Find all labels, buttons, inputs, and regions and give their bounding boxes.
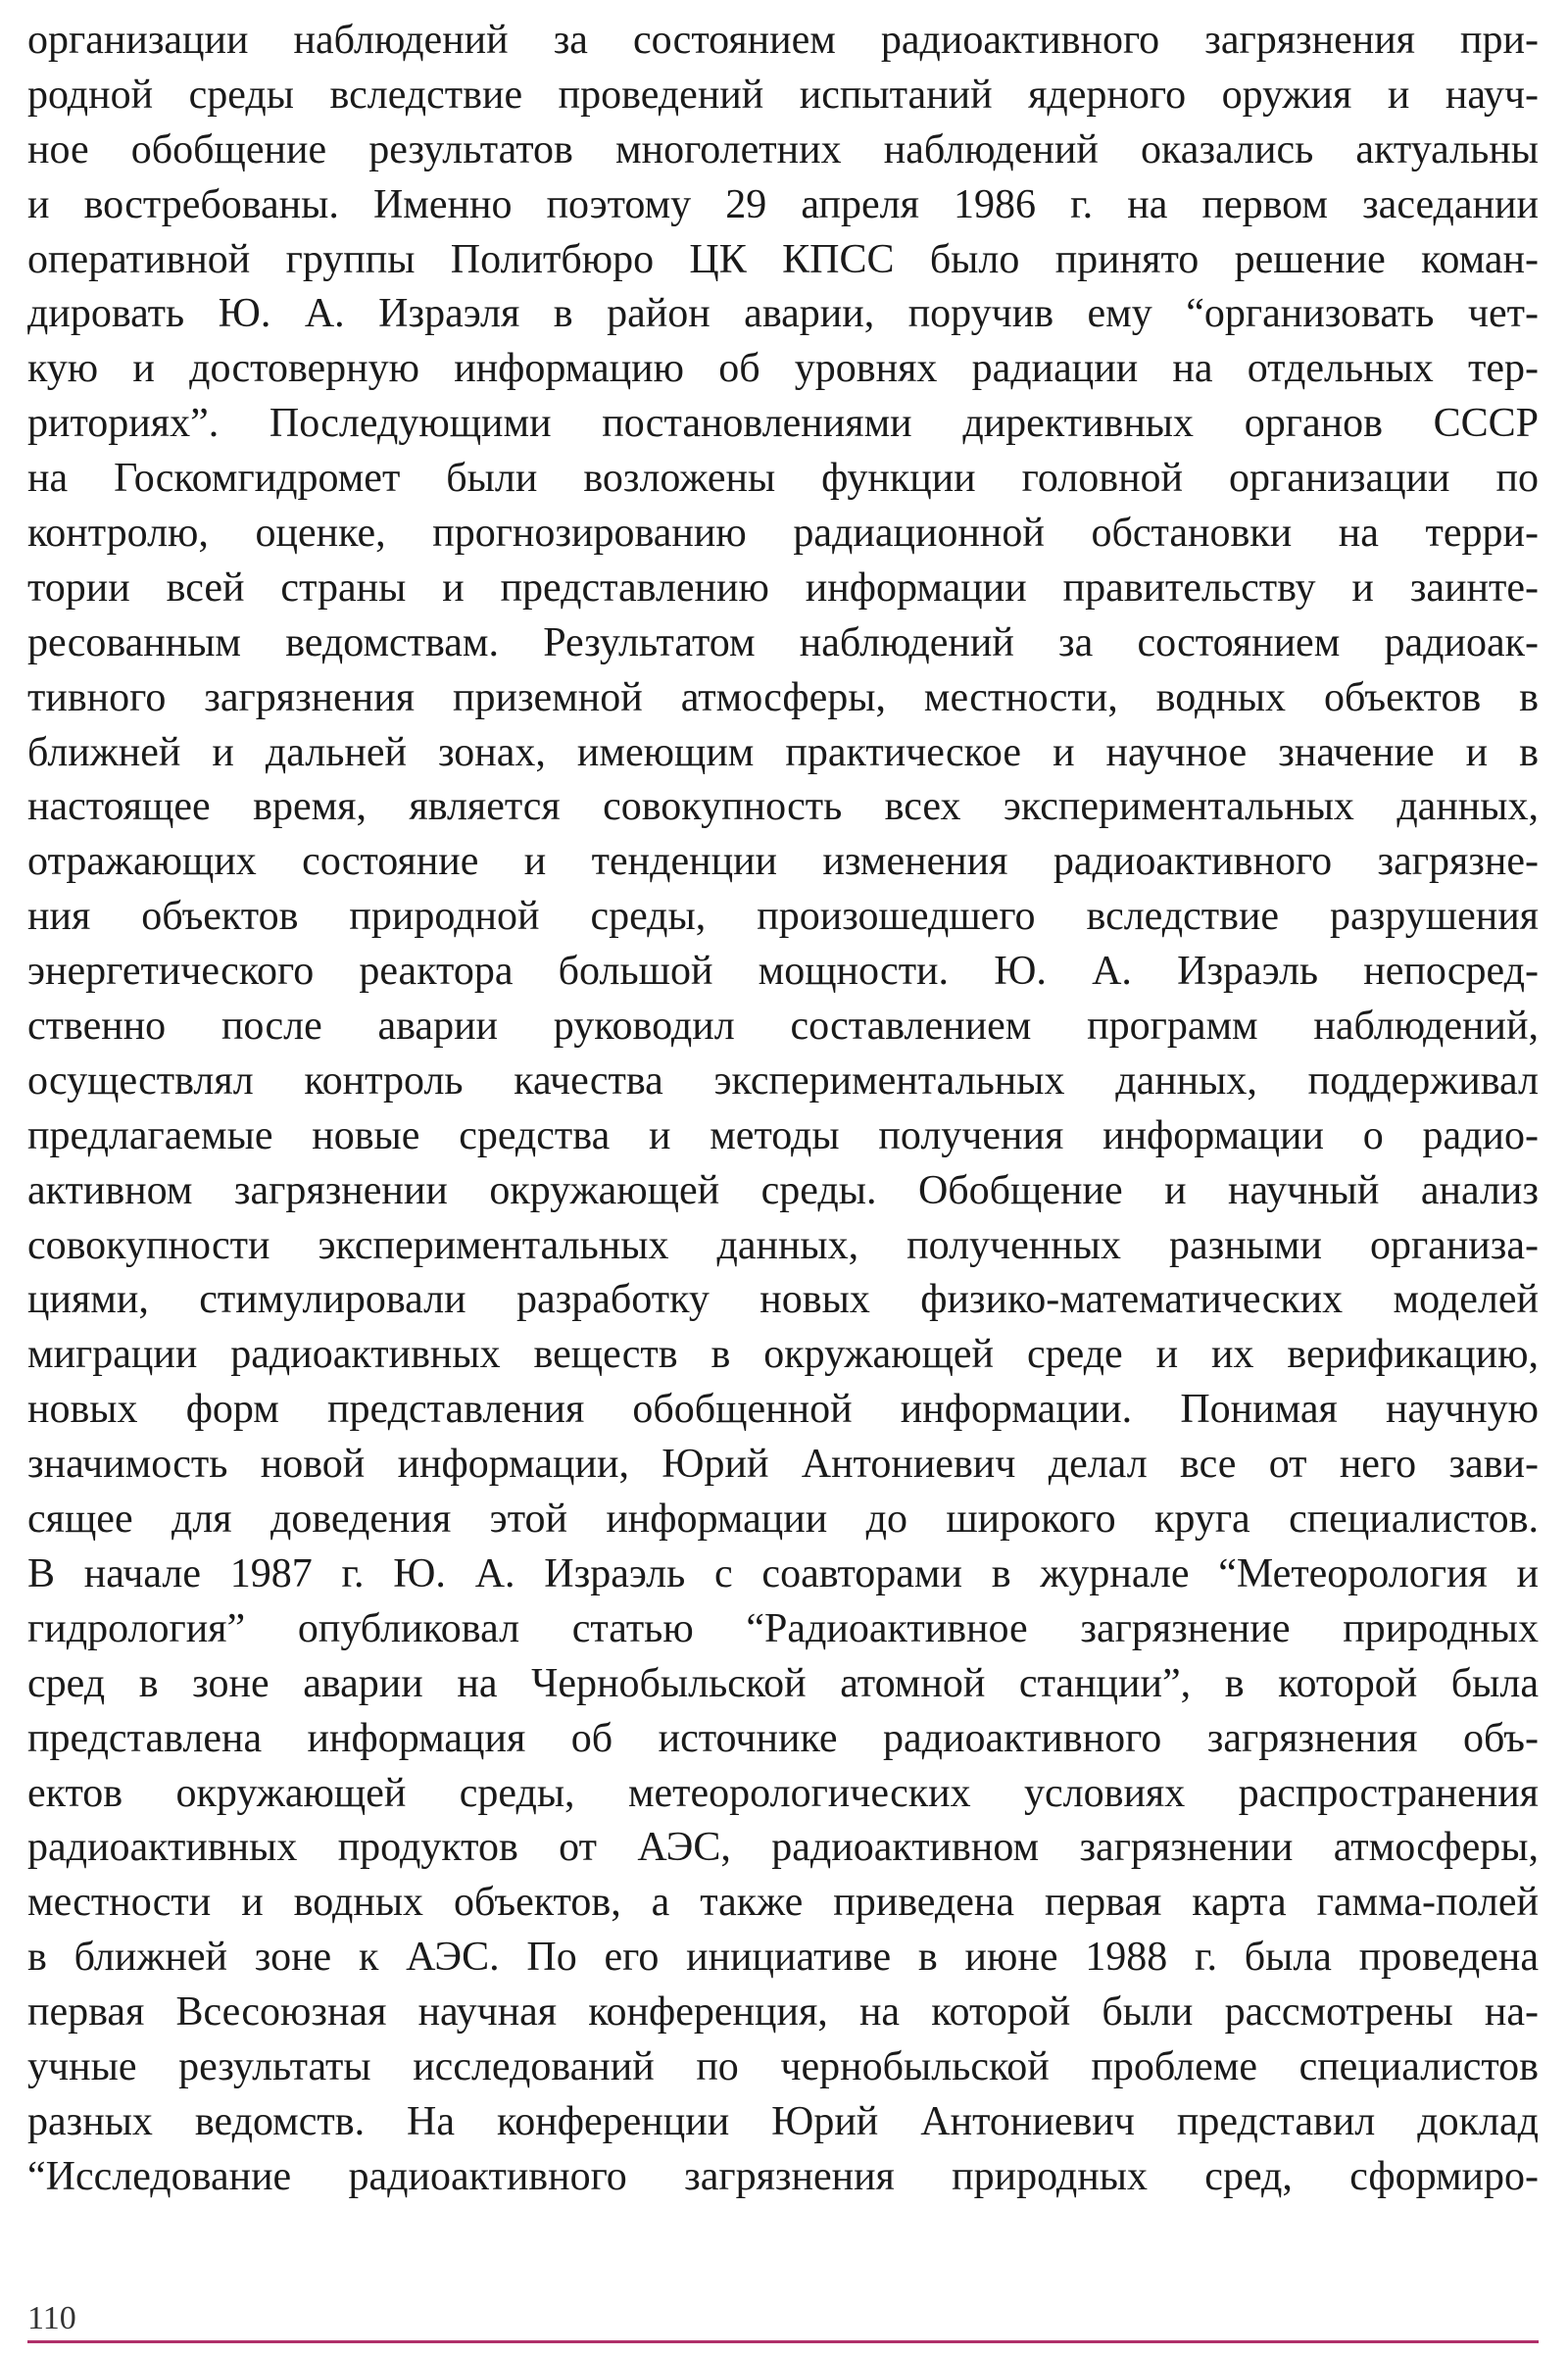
text-line: сящее для доведения этой информации до широкого круга специалистов. bbox=[27, 1497, 1539, 1543]
text-line: настоящее время, является совокупность всех экспериментальных данных, bbox=[27, 784, 1539, 830]
body-text bbox=[27, 14, 1539, 2205]
text-line: сред в зоне аварии на Чернобыльской атомной станции”, в которой была bbox=[27, 1660, 1539, 1706]
text-line: в ближней зоне к АЭС. По его инициативе в июне 1988 г. была проведена bbox=[27, 1935, 1539, 1981]
text-line: активном загрязнении окружающей среды. Обобщение и научный анализ bbox=[27, 1167, 1539, 1213]
text-line: первая Всесоюзная научная конференция, на которой были рассмотрены на- bbox=[27, 1989, 1539, 2036]
text-line: тории всей страны и представлению информации правительству и заинте- bbox=[27, 564, 1539, 611]
text-line: ектов окружающей среды, метеорологических условиях распространения bbox=[27, 1770, 1539, 1816]
text-line: энергетического реактора большой мощности. Ю. А. Израэль непосред- bbox=[27, 949, 1539, 995]
text-line: ное обобщение результатов многолетних наблюдений оказались актуальны bbox=[27, 126, 1539, 172]
text-line: дировать Ю. А. Израэля в район аварии, поручив ему “организовать чет- bbox=[27, 291, 1539, 337]
text-line: контролю, оценке, прогнозированию радиационной обстановки на терри- bbox=[27, 511, 1539, 557]
text-line: родной среды вследствие проведений испытаний ядерного оружия и науч- bbox=[27, 72, 1539, 118]
text-line: тивного загрязнения приземной атмосферы, местности, водных объектов в bbox=[27, 674, 1539, 720]
text-line: совокупности экспериментальных данных, полученных разными организа- bbox=[27, 1222, 1539, 1268]
text-line: и востребованы. Именно поэтому 29 апреля 1986 г. на первом заседании bbox=[27, 181, 1539, 227]
text-line: миграции радиоактивных веществ в окружающей среде и их верификацию, bbox=[27, 1332, 1539, 1378]
text-line: радиоактивных продуктов от АЭС, радиоактивном загрязнении атмосферы, bbox=[27, 1825, 1539, 1871]
text-line: ния объектов природной среды, произошедшего вследствие разрушения bbox=[27, 894, 1539, 940]
text-line: осуществлял контроль качества экспериментальных данных, поддерживал bbox=[27, 1057, 1539, 1104]
text-line: ственно после аварии руководил составлением программ наблюдений, bbox=[27, 1004, 1539, 1050]
text-line: риториях”. Последующими постановлениями директивных органов СССР bbox=[27, 401, 1539, 447]
text-line: отражающих состояние и тенденции изменения радиоактивного загрязне- bbox=[27, 839, 1539, 885]
text-line: ресованным ведомствам. Результатом наблюдений за состоянием радиоак- bbox=[27, 619, 1539, 665]
text-line: “Исследование радиоактивного загрязнения природных сред, сформиро- bbox=[27, 2153, 1539, 2199]
text-line: организации наблюдений за состоянием радиоактивного загрязнения при- bbox=[27, 18, 1539, 63]
text-line: оперативной группы Политбюро ЦК КПСС было принято решение коман- bbox=[27, 236, 1539, 282]
text-line: значимость новой информации, Юрий Антониевич делал все от него зави- bbox=[27, 1442, 1539, 1488]
text-line: предлагаемые новые средства и методы получения информации о радио- bbox=[27, 1112, 1539, 1158]
text-line: В начале 1987 г. Ю. А. Израэль с соавторами в журнале “Метеорология и bbox=[27, 1550, 1539, 1596]
page-footer bbox=[0, 2299, 1568, 2356]
text-line: учные результаты исследований по чернобыльской проблеме специалистов bbox=[27, 2043, 1539, 2089]
page-number: 110 bbox=[27, 2300, 76, 2336]
text-line: местности и водных объектов, а также приведена первая карта гамма-полей bbox=[27, 1880, 1539, 1926]
text-line: кую и достоверную информацию об уровнях радиации на отдельных тер- bbox=[27, 346, 1539, 392]
text-line: на Госкомгидромет были возложены функции головной организации по bbox=[27, 456, 1539, 502]
text-line: циями, стимулировали разработку новых физико-математических моделей bbox=[27, 1277, 1539, 1323]
text-line: представлена информация об источнике радиоактивного загрязнения объ- bbox=[27, 1715, 1539, 1761]
text-line: новых форм представления обобщенной информации. Понимая научную bbox=[27, 1387, 1539, 1433]
text-line: ближней и дальней зонах, имеющим практическое и научное значение и в bbox=[27, 729, 1539, 775]
footer-rule bbox=[27, 2340, 1539, 2343]
text-line: гидрология” опубликовал статью “Радиоактивное загрязнение природных bbox=[27, 1605, 1539, 1651]
text-line: разных ведомств. На конференции Юрий Антониевич представил доклад bbox=[27, 2098, 1539, 2144]
